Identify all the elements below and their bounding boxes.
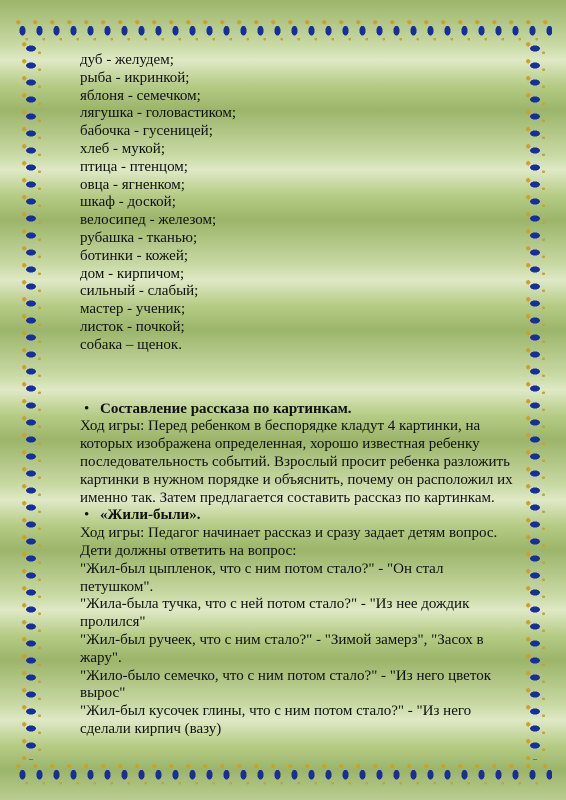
dialog-item: "Жила-была тучка, что с ней потом стало?" - "Из нее дождик пролился" [80, 596, 470, 631]
list-item: бабочка - гусеницей; [80, 123, 213, 140]
list-item: сильный - слабый; [80, 283, 199, 300]
list-item: лягушка - головастиком; [80, 105, 237, 122]
list-item: листок - почкой; [80, 318, 185, 335]
dialog-item: "Жил-был кусочек глины, что с ним потом стало?" - "Из него сделали кирпич (вазу) [80, 703, 472, 737]
list-item: птица - птенцом; [80, 158, 188, 175]
ornament-border-left [14, 40, 48, 760]
list-item: хлеб - мукой; [80, 140, 165, 157]
section-heading-picture-story: • Составление рассказа по картинкам. [100, 401, 520, 419]
list-item: дом - кирпичом; [80, 265, 185, 282]
dialog-list [80, 561, 520, 739]
list-item: ботинки - кожей; [80, 247, 189, 264]
dialog-item: "Жил-был ручеек, что с ним стало?" - "Зимой замерз", "Засох в жару". [80, 631, 484, 666]
list-item: овца - ягненком; [80, 176, 185, 193]
dialog-item: "Жило-было семечко, что с ним потом стало?" - "Из него цветок вырос" [80, 667, 491, 702]
section-text-once-upon: Ход игры: Педагог начинает рассказ и сразу задает детям вопрос. Дети должны ответить на вопрос: [80, 525, 498, 559]
list-item: яблоня - семечком; [80, 87, 201, 104]
ornament-border-right [518, 40, 552, 760]
section-text-picture-story: Ход игры: Перед ребенком в беспорядке кладут 4 картинки, на которых изображена определенная, хорошо известная ребенку последовательность событий. Взрослый просит ребенка разложить картинки в нужном порядке и объяснить, почему он расположил их именно так. Затем предлагается составить рассказ по картинкам. [80, 418, 513, 506]
page-content [80, 52, 520, 739]
ornament-border-bottom [14, 756, 552, 790]
dialog-item: "Жил-был цыпленок, что с ним потом стало?" - "Он стал петушком". [80, 560, 444, 595]
list-item: рыба - икринкой; [80, 69, 190, 86]
list-item: мастер - ученик; [80, 301, 186, 318]
list-item: рубашка - тканью; [80, 229, 198, 246]
list-item: шкаф - доской; [80, 194, 176, 211]
word-pairs-list [80, 52, 520, 355]
list-item: велосипед - железом; [80, 212, 217, 229]
ornament-border-top [14, 12, 552, 46]
section-heading-once-upon: • «Жили-были». [100, 507, 520, 525]
list-item: дуб - желудем; [80, 52, 174, 68]
list-item: собака – щенок. [80, 336, 182, 353]
